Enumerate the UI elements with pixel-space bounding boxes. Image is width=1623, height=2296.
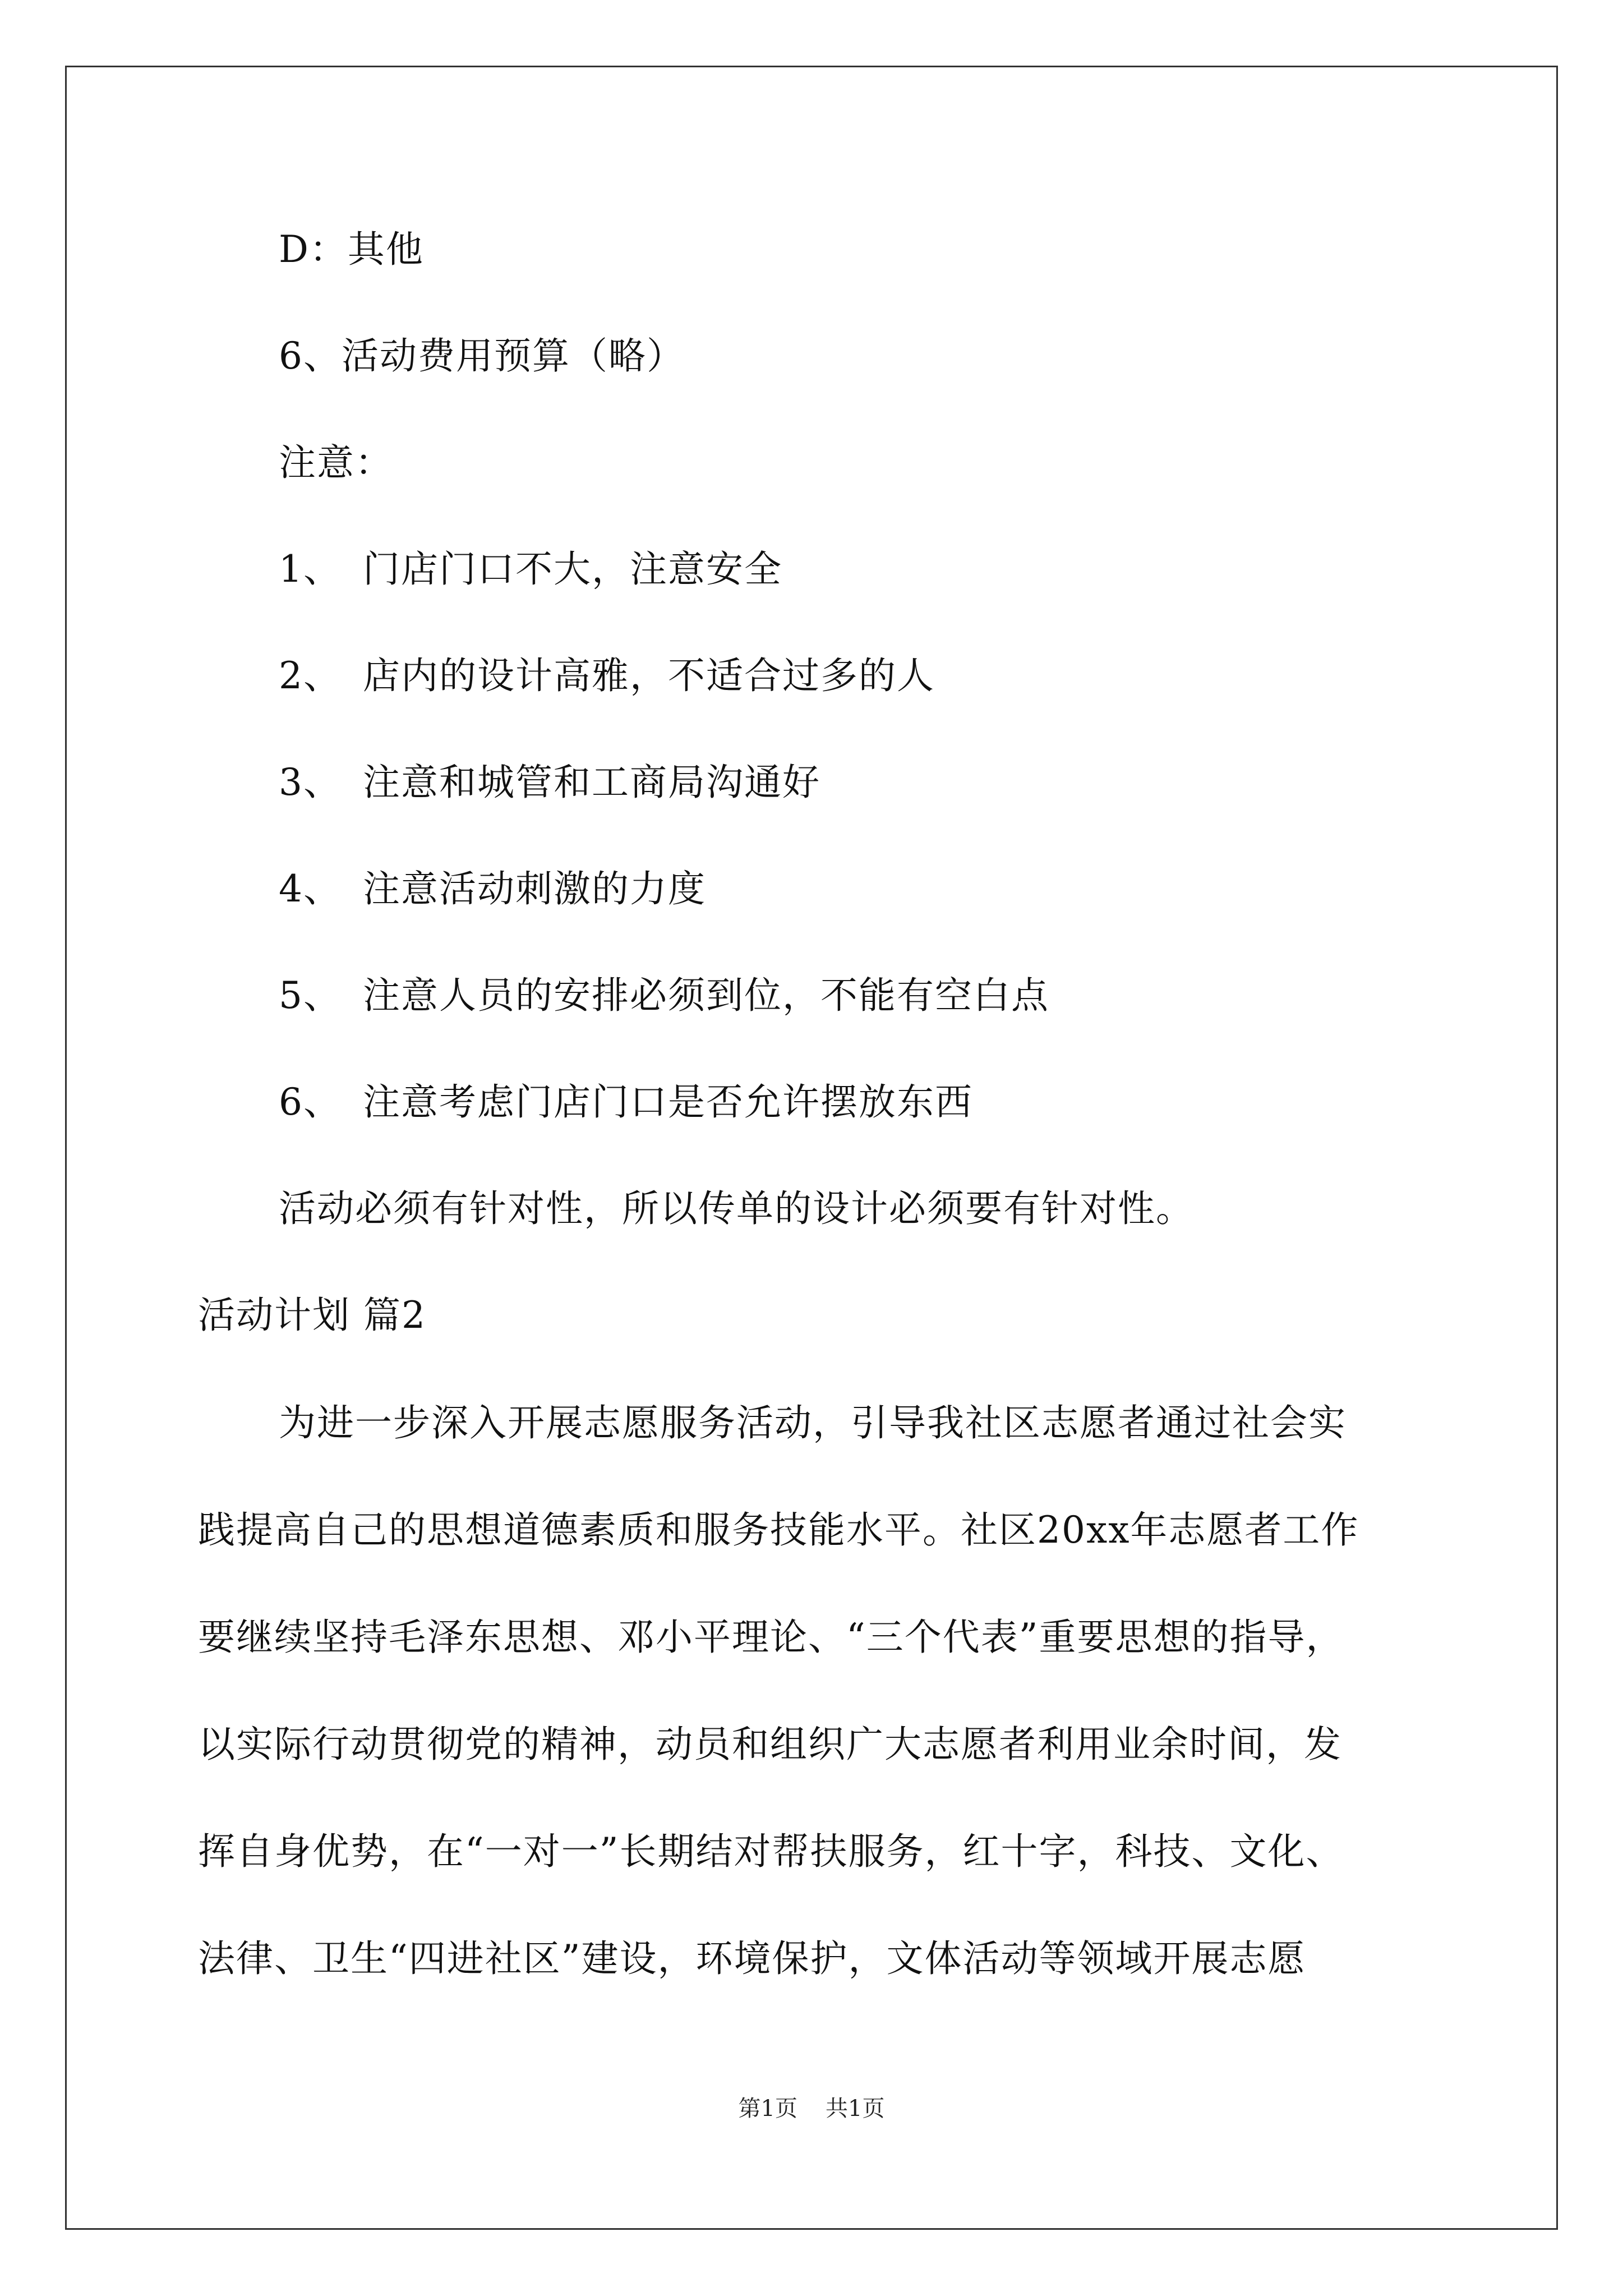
note-text: 门店门口不大，注意安全 <box>363 547 782 591</box>
note-item <box>279 867 706 912</box>
note-item <box>279 1080 973 1125</box>
note-text: 注意和城管和工商局沟通好 <box>363 761 820 804</box>
page-footer <box>0 2095 1623 2123</box>
option-d-line: D：其他 <box>279 228 424 271</box>
notes-heading: 注意： <box>279 441 393 484</box>
note-text: 注意人员的安排必须到位，不能有空白点 <box>363 974 1049 1017</box>
paragraph-line: 以实际行动贯彻党的精神，动员和组织广大志愿者利用业余时间，发 <box>198 1723 1342 1766</box>
note-item <box>279 973 1049 1018</box>
paragraph-line: 践提高自己的思想道德素质和服务技能水平。社区20xx年志愿者工作 <box>198 1508 1359 1552</box>
note-number: 3、 <box>279 761 342 804</box>
page-border <box>65 66 1558 2230</box>
note-text: 注意考虑门店门口是否允许摆放东西 <box>363 1080 973 1124</box>
section-title: 活动计划 篇2 <box>198 1294 426 1337</box>
note-number: 5、 <box>279 974 342 1017</box>
note-number: 4、 <box>279 867 342 910</box>
paragraph-line: 要继续坚持毛泽东思想、邓小平理论、“三个代表”重要思想的指导， <box>198 1616 1344 1659</box>
note-item <box>279 547 782 592</box>
paragraph-line: 挥自身优势，在“一对一”长期结对帮扶服务，红十字，科技、文化、 <box>198 1830 1344 1873</box>
note-number: 6、 <box>279 1080 342 1124</box>
page-number: 第1页 <box>738 2096 797 2122</box>
paragraph-line: 为进一步深入开展志愿服务活动，引导我社区志愿者通过社会实 <box>279 1401 1347 1444</box>
note-number: 1、 <box>279 547 342 591</box>
page-total: 共1页 <box>826 2096 885 2122</box>
note-number: 2、 <box>279 654 342 697</box>
closing-sentence: 活动必须有针对性，所以传单的设计必须要有针对性。 <box>279 1187 1194 1230</box>
note-text: 店内的设计高雅，不适合过多的人 <box>363 654 935 697</box>
note-item <box>279 760 820 805</box>
budget-line: 6、活动费用预算（略） <box>279 334 685 378</box>
note-item <box>279 654 935 698</box>
note-text: 注意活动刺激的力度 <box>363 867 706 910</box>
paragraph-line: 法律、卫生“四进社区”建设，环境保护，文体活动等领域开展志愿 <box>198 1937 1306 1980</box>
